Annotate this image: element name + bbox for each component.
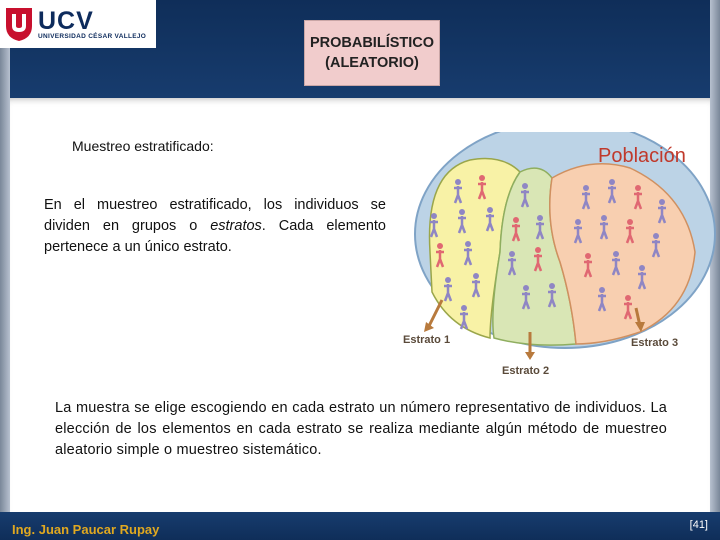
left-frame-bar — [0, 0, 10, 540]
definition-paragraph: En el muestreo estratificado, los individuos se dividen en grupos o estratos. Cada elemento pertenece a un único estrato. — [44, 197, 386, 255]
selection-paragraph: La muestra se elige escogiendo en cada estrato un número representativo de individuos. La elección de los elementos en cada estrato se realiza mediante algún método de muestreo aleatorio simple o muestreo sistemático. — [55, 400, 667, 458]
title-line-2: (ALEATORIO) — [325, 55, 419, 71]
stratum-3-label: Estrato 3 — [631, 337, 679, 349]
stratum-2-label: Estrato 2 — [502, 365, 550, 377]
stratum-1-arrow — [424, 300, 442, 332]
stratified-population-diagram — [390, 132, 720, 382]
population-label: Población — [598, 145, 686, 167]
section-subheading: Muestreo estratificado: — [72, 138, 214, 154]
title-line-1: PROBABILÍSTICO — [309, 35, 435, 51]
ucv-logo — [0, 0, 156, 48]
footer-author: Ing. Juan Paucar Rupay — [12, 522, 160, 537]
logo-wordmark: UCV — [38, 6, 94, 35]
slide-title — [304, 20, 440, 86]
logo-subtitle: UNIVERSIDAD CÉSAR VALLEJO — [38, 32, 147, 40]
stratum-1-label: Estrato 1 — [403, 334, 451, 346]
ucv-shield-icon — [4, 6, 34, 42]
page-number: [41] — [689, 519, 708, 531]
